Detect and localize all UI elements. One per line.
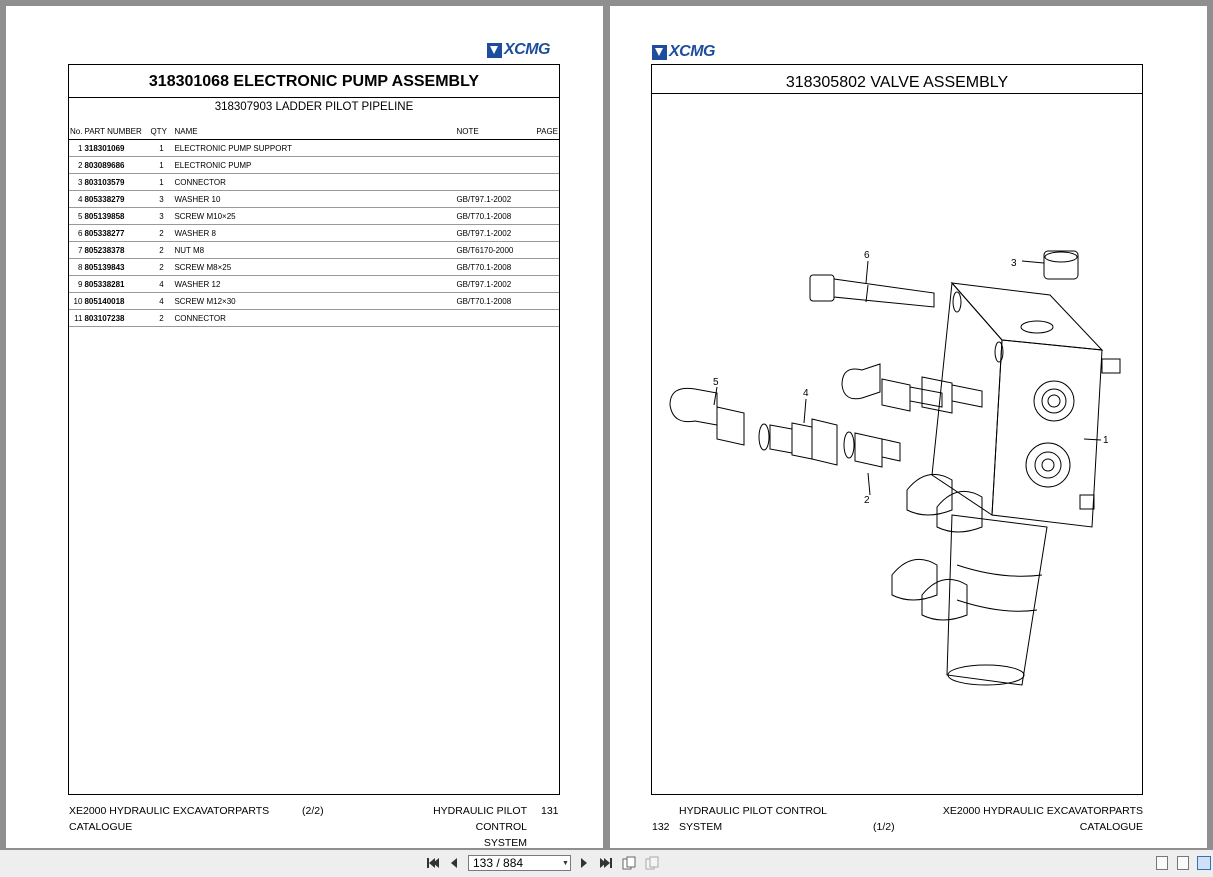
- footer-sheet: (1/2): [873, 821, 895, 833]
- row-page: [527, 310, 559, 327]
- row-part-number: 805338281: [83, 276, 149, 293]
- page-number-field[interactable]: [468, 855, 571, 871]
- row-name: WASHER 10: [173, 191, 455, 208]
- row-page: [527, 225, 559, 242]
- leader-line: [804, 399, 806, 423]
- row-name: CONNECTOR: [173, 174, 455, 191]
- two-page-view-icon[interactable]: [1197, 856, 1211, 870]
- top-port: [1021, 321, 1053, 333]
- table-row: [69, 174, 559, 191]
- callout-2: 2: [864, 495, 870, 506]
- leader-line: [868, 473, 870, 495]
- row-part-number: 805338279: [83, 191, 149, 208]
- row-note: [455, 310, 527, 327]
- row-qty: 2: [149, 310, 173, 327]
- lower-body-end: [948, 665, 1024, 685]
- row-note: [455, 140, 527, 157]
- continuous-view-icon[interactable]: [1177, 856, 1189, 870]
- footer-catalogue: XE2000 HYDRAULIC EXCAVATORPARTS CATALOGUE: [942, 805, 1143, 833]
- plug-cap: [1044, 251, 1078, 279]
- adapter: [855, 433, 882, 467]
- row-no: 9: [69, 276, 83, 293]
- plug: [1042, 459, 1054, 471]
- bolt-shank: [834, 279, 934, 307]
- row-part-number: 803089686: [83, 157, 149, 174]
- col-page: PAGE: [527, 123, 559, 140]
- row-note: [455, 174, 527, 191]
- row-no: 6: [69, 225, 83, 242]
- fitting-body: [910, 387, 942, 407]
- row-qty: 4: [149, 276, 173, 293]
- row-part-number: 318301069: [83, 140, 149, 157]
- table-row: [69, 140, 559, 157]
- plug-cap-top: [1045, 252, 1077, 262]
- row-part-number: 805338277: [83, 225, 149, 242]
- band: [957, 565, 1042, 576]
- elbow-fitting: [937, 491, 982, 532]
- elbow-fitting: [892, 559, 937, 600]
- row-no: 2: [69, 157, 83, 174]
- callout-1: 1: [1103, 435, 1109, 446]
- footer-page-number: 132: [652, 821, 670, 833]
- plug: [1035, 452, 1061, 478]
- row-qty: 2: [149, 259, 173, 276]
- side-hole: [953, 292, 961, 312]
- o-ring: [844, 432, 854, 458]
- left-page: [6, 6, 603, 848]
- col-name: NAME: [173, 123, 455, 140]
- footer-sheet: (2/2): [302, 805, 324, 817]
- parts-list-frame: [68, 64, 560, 795]
- row-note: GB/T6170-2000: [455, 242, 527, 259]
- callout-6: 6: [864, 250, 870, 261]
- row-name: ELECTRONIC PUMP: [173, 157, 455, 174]
- hex-nut: [792, 423, 812, 459]
- row-part-number: 805139858: [83, 208, 149, 225]
- leader-line: [866, 261, 868, 283]
- page-title: 318301068 ELECTRONIC PUMP ASSEMBLY: [148, 73, 480, 90]
- table-row: [69, 191, 559, 208]
- table-row: [69, 157, 559, 174]
- prev-page-button[interactable]: [447, 855, 461, 871]
- xcmg-logo: XCMG: [652, 43, 715, 61]
- divider: [69, 97, 559, 98]
- row-qty: 4: [149, 293, 173, 310]
- row-no: 10: [69, 293, 83, 310]
- right-page: [610, 6, 1207, 848]
- table-row: [69, 293, 559, 310]
- o-ring: [759, 424, 769, 450]
- last-page-button[interactable]: [598, 855, 614, 871]
- elbow-fitting: [922, 579, 967, 620]
- table-row: [69, 310, 559, 327]
- xcmg-logo: XCMG: [487, 41, 550, 59]
- row-note: GB/T70.1-2008: [455, 208, 527, 225]
- stud: [1080, 495, 1094, 509]
- first-page-icon: [426, 857, 440, 869]
- row-part-number: 803103579: [83, 174, 149, 191]
- xcmg-logo-icon: [487, 43, 502, 58]
- row-name: NUT M8: [173, 242, 455, 259]
- row-page: [527, 191, 559, 208]
- copy-button[interactable]: [621, 855, 637, 871]
- bolt-thread-line: [866, 285, 868, 302]
- elbow-fitting-5: [670, 388, 717, 425]
- table-row: [69, 259, 559, 276]
- col-note: NOTE: [455, 123, 527, 140]
- row-note: GB/T70.1-2008: [455, 293, 527, 310]
- single-page-view-icon[interactable]: [1156, 856, 1168, 870]
- hex-nut: [812, 419, 837, 465]
- copy-icon: [622, 856, 636, 870]
- fitting-body: [882, 439, 900, 461]
- row-note: GB/T97.1-2002: [455, 191, 527, 208]
- table-header: [69, 123, 559, 140]
- row-no: 7: [69, 242, 83, 259]
- footer-system: HYDRAULIC PILOT CONTROL SYSTEM: [679, 805, 827, 833]
- page-subtitle: 318307903 LADDER PILOT PIPELINE: [214, 101, 414, 113]
- xcmg-logo-icon: [652, 45, 667, 60]
- row-page: [527, 293, 559, 310]
- row-qty: 1: [149, 157, 173, 174]
- callout-5: 5: [713, 377, 719, 388]
- plug: [1026, 443, 1070, 487]
- row-part-number: 803107238: [83, 310, 149, 327]
- row-note: GB/T97.1-2002: [455, 276, 527, 293]
- hex-nut: [882, 379, 910, 411]
- row-name: WASHER 12: [173, 276, 455, 293]
- chevron-down-icon: ▼: [562, 859, 569, 867]
- row-no: 11: [69, 310, 83, 327]
- row-no: 5: [69, 208, 83, 225]
- page-title: 318305802 VALVE ASSEMBLY: [785, 74, 1009, 91]
- row-page: [527, 174, 559, 191]
- plug: [1042, 389, 1066, 413]
- footer-catalogue: XE2000 HYDRAULIC EXCAVATORPARTS CATALOGUE: [69, 805, 270, 833]
- stud: [1102, 359, 1120, 373]
- elbow-fitting: [907, 474, 952, 515]
- last-page-icon: [599, 857, 613, 869]
- next-page-icon: [579, 857, 589, 869]
- adapter: [770, 425, 792, 453]
- band: [957, 600, 1037, 611]
- table-row: [69, 225, 559, 242]
- row-page: [527, 276, 559, 293]
- leader-line: [1084, 439, 1101, 440]
- col-part-number: PART NUMBER: [83, 123, 149, 140]
- next-page-button[interactable]: [577, 855, 591, 871]
- paste-icon: [645, 856, 659, 870]
- row-qty: 3: [149, 208, 173, 225]
- viewer-toolbar: [0, 850, 1213, 877]
- row-name: SCREW M10×25: [173, 208, 455, 225]
- valve-assembly-drawing: [652, 95, 1141, 793]
- footer-system: HYDRAULIC PILOT CONTROL SYSTEM: [433, 805, 527, 849]
- table-row: [69, 276, 559, 293]
- row-page: [527, 157, 559, 174]
- row-no: 8: [69, 259, 83, 276]
- bolt-head: [810, 275, 834, 301]
- row-qty: 3: [149, 191, 173, 208]
- row-no: 4: [69, 191, 83, 208]
- leader-line: [1022, 261, 1044, 263]
- row-qty: 2: [149, 225, 173, 242]
- row-note: [455, 157, 527, 174]
- col-qty: QTY: [149, 123, 173, 140]
- row-name: ELECTRONIC PUMP SUPPORT: [173, 140, 455, 157]
- col-no: No.: [69, 123, 83, 140]
- row-page: [527, 208, 559, 225]
- divider: [652, 93, 1142, 94]
- fitting-body: [952, 385, 982, 407]
- row-qty: 1: [149, 174, 173, 191]
- plug: [1048, 395, 1060, 407]
- row-page: [527, 259, 559, 276]
- elbow-fitting: [842, 364, 880, 399]
- row-part-number: 805139843: [83, 259, 149, 276]
- row-part-number: 805140018: [83, 293, 149, 310]
- row-page: [527, 140, 559, 157]
- hex-nut: [717, 407, 744, 445]
- row-name: CONNECTOR: [173, 310, 455, 327]
- row-part-number: 805238378: [83, 242, 149, 259]
- paste-button[interactable]: [644, 855, 660, 871]
- lower-body: [947, 515, 1047, 685]
- first-page-button[interactable]: [425, 855, 441, 871]
- row-name: SCREW M12×30: [173, 293, 455, 310]
- hex-nut: [922, 377, 952, 413]
- footer-page-number: 131: [541, 805, 559, 817]
- plug: [1034, 381, 1074, 421]
- valve-block-front: [992, 340, 1102, 527]
- table-row: [69, 242, 559, 259]
- row-qty: 2: [149, 242, 173, 259]
- row-no: 3: [69, 174, 83, 191]
- row-note: GB/T70.1-2008: [455, 259, 527, 276]
- page-dropdown-button[interactable]: [560, 855, 571, 871]
- row-page: [527, 242, 559, 259]
- row-name: SCREW M8×25: [173, 259, 455, 276]
- row-name: WASHER 8: [173, 225, 455, 242]
- drawing-frame: [651, 64, 1143, 795]
- prev-page-icon: [449, 857, 459, 869]
- callout-4: 4: [803, 388, 809, 399]
- parts-table: [69, 123, 559, 327]
- table-row: [69, 208, 559, 225]
- callout-3: 3: [1011, 258, 1017, 269]
- row-note: GB/T97.1-2002: [455, 225, 527, 242]
- row-no: 1: [69, 140, 83, 157]
- valve-block-top: [952, 283, 1102, 350]
- row-qty: 1: [149, 140, 173, 157]
